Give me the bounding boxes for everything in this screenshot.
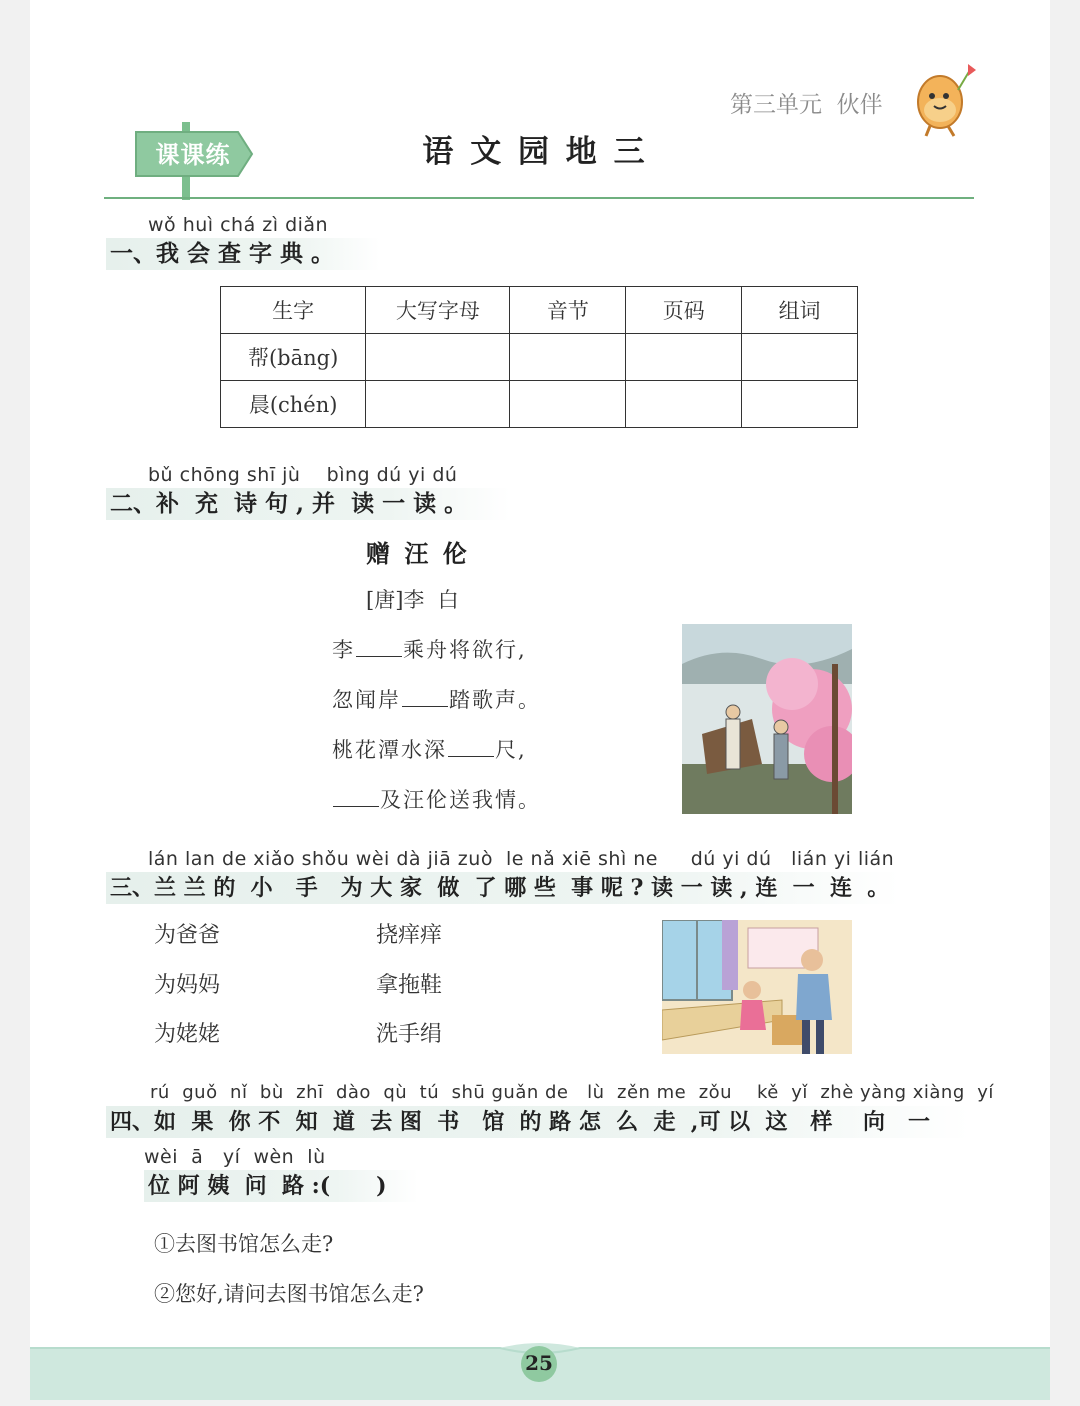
mascot-egg-icon [910,60,980,138]
poem-text: 忽闻岸 [332,688,401,712]
answer-option[interactable]: ②您好,请问去图书馆怎么走? [154,1282,424,1306]
answer-option[interactable]: ①去图书馆怎么走? [154,1232,334,1256]
s2-pinyin: bǔ chōng shī jù bìng dú yi dú [148,464,458,486]
left-item[interactable]: 为妈妈 [154,973,221,998]
poem-illustration [682,624,852,814]
dictionary-table [220,286,858,428]
table-header-row [221,287,858,334]
badge-label: 课课练 [155,141,231,169]
poem-line-4 [332,784,541,814]
table-header: 生字 [221,287,366,334]
answer-cell[interactable] [742,334,858,381]
table-row [221,334,858,381]
right-item[interactable]: 挠痒痒 [376,923,443,948]
poem-text: 尺, [495,738,527,762]
table-header: 组词 [742,287,858,334]
s2-heading: 二、补 充 诗 句 , 并 读 一 读 。 [106,488,510,520]
s4-heading-1: 四、如 果 你 不 知 道 去 图 书 馆 的 路 怎 么 走 ,可 以 这 样 向 一 [106,1106,970,1138]
family-illustration [662,920,852,1054]
workbook-page [30,0,1050,1400]
page-title: 语 文 园 地 三 [422,134,648,170]
table-header: 音节 [510,287,626,334]
answer-cell[interactable] [742,381,858,428]
unit-theme: 伙伴 [836,92,883,118]
fill-blank[interactable] [356,655,402,657]
right-item[interactable]: 拿拖鞋 [376,973,443,998]
table-header: 页码 [626,287,742,334]
s1-heading: 一、我 会 查 字 典 。 [106,238,380,270]
fill-blank[interactable] [448,755,494,757]
poem-line-2 [332,684,541,714]
fill-blank[interactable] [402,705,448,707]
right-item[interactable]: 洗手绢 [376,1022,443,1047]
unit-number: 第三单元 [730,92,822,118]
left-item[interactable]: 为爸爸 [154,923,221,948]
char-cell: 帮(bāng) [221,334,366,381]
answer-cell[interactable] [626,381,742,428]
poem-title: 赠 汪 伦 [366,539,470,568]
s3-pinyin: lán lan de xiǎo shǒu wèi dà jiā zuò le nǎ xiē shì ne dú yi dú lián yi lián [148,848,895,870]
poem-text: 踏歌声。 [449,688,541,712]
s3-heading: 三、兰 兰 的 小 手 为 大 家 做 了 哪 些 事 呢 ? 读 一 读 , 连 一 连 。 [106,872,900,904]
poem-line-1 [332,634,527,664]
poem-text: 乘舟将欲行, [403,638,527,662]
fill-blank[interactable] [333,805,379,807]
poem-text: 桃花潭水深 [332,738,447,762]
page-number: 25 [525,1351,553,1375]
unit-label [730,86,883,119]
poem-text: 李 [332,638,355,662]
s4-pinyin-1: rú guǒ nǐ bù zhī dào qù tú shū guǎn de lù zěn me zǒu kě yǐ zhè yàng xiàng yí [150,1082,994,1103]
char-cell: 晨(chén) [221,381,366,428]
answer-cell[interactable] [626,334,742,381]
s4-pinyin-2: wèi ā yí wèn lù [144,1146,326,1168]
poem-line-3 [332,734,527,764]
answer-cell[interactable] [366,381,510,428]
answer-cell[interactable] [510,334,626,381]
table-header: 大写字母 [366,287,510,334]
answer-cell[interactable] [366,334,510,381]
s1-pinyin: wǒ huì chá zì diǎn [148,214,329,236]
left-item[interactable]: 为姥姥 [154,1022,221,1047]
answer-cell[interactable] [510,381,626,428]
table-row [221,381,858,428]
header-rule [104,197,974,199]
poem-author: [唐]李 白 [366,588,459,612]
poem-text: 及汪伦送我情。 [380,788,541,812]
s4-heading-2: 位 阿 姨 问 路 :( ) [144,1170,418,1202]
